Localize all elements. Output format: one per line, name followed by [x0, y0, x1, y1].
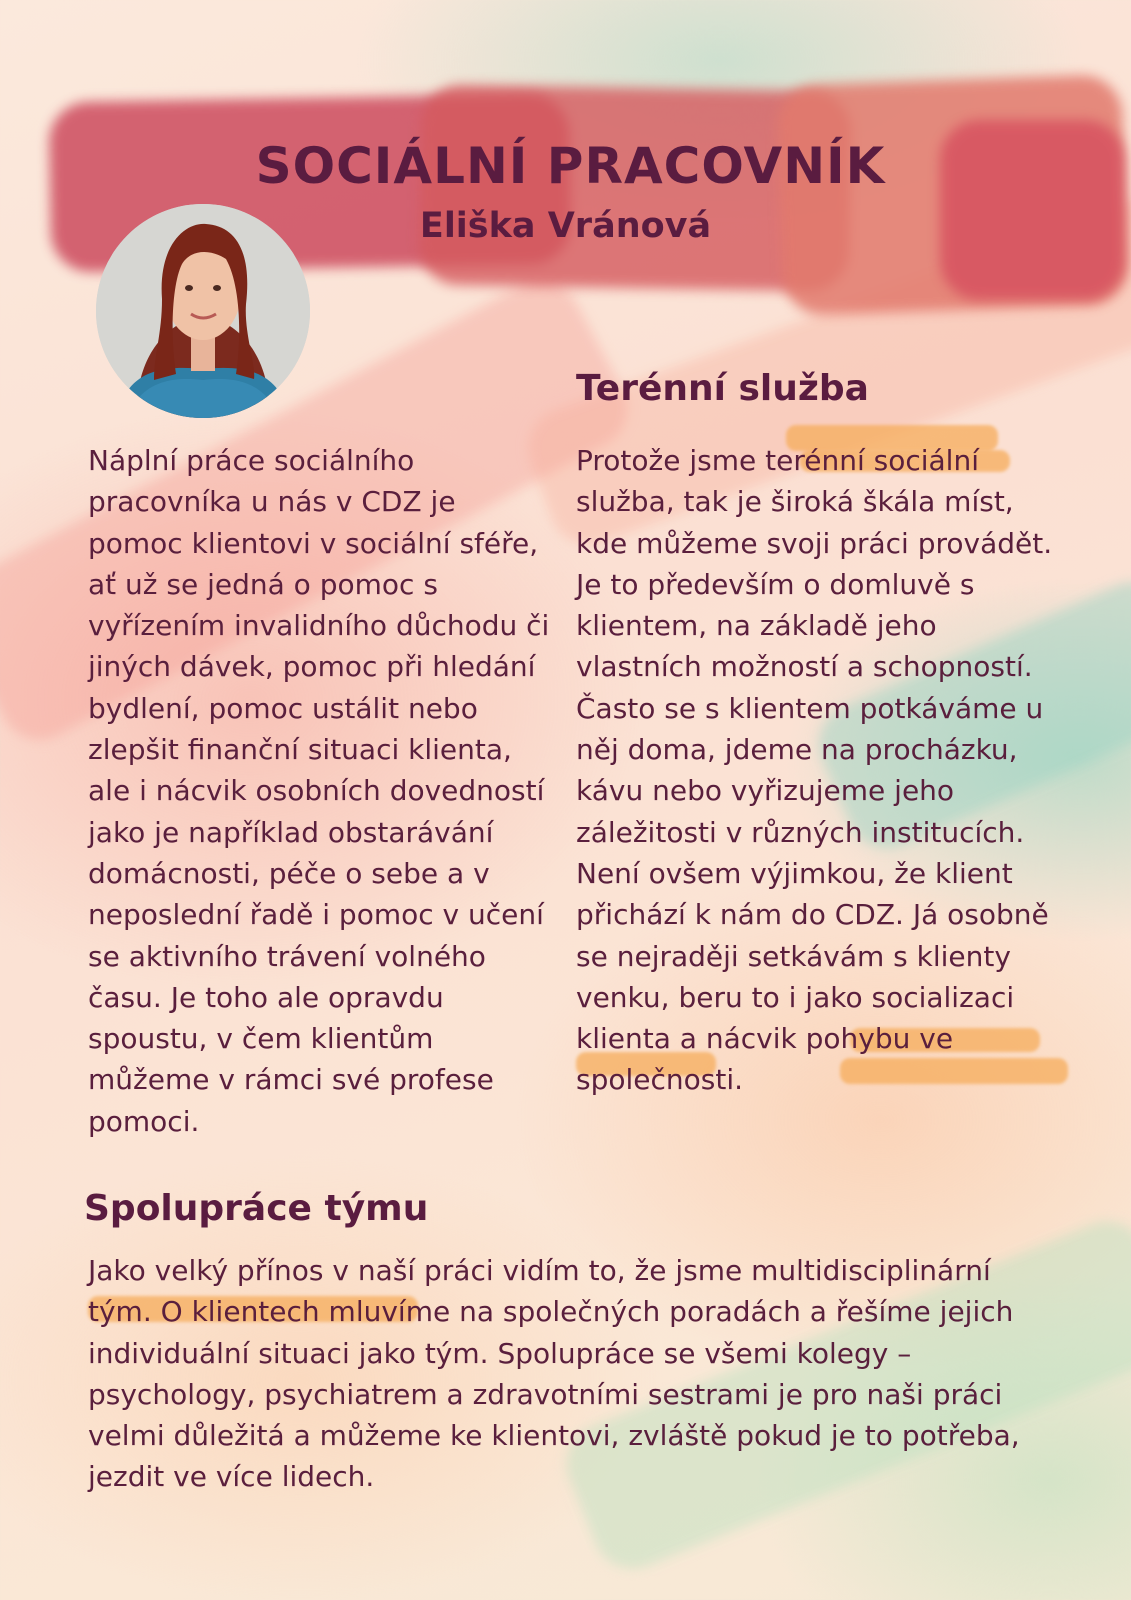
- left-column-text: Náplní práce sociálního pracovníka u nás v CDZ je pomoc klientovi v sociální sféře, ať už se jedná o pomoc s vyřízením invalidního důchodu či jiných dávek, pomoc při hledání bydlení, pomoc ustálit nebo zlepšit finanční situaci klienta, ale i nácvik osobních dovedností jako je například obstarávání domácnosti, péče o sebe a v neposlední řadě i pomoc v učení se aktivního trávení volného času. Je toho ale opravdu spoustu, v čem klientům můžeme v rámci své profese pomoci.: [88, 444, 550, 1138]
- right-column-heading: Terénní služba: [576, 368, 869, 409]
- bottom-section-heading: Spolupráce týmu: [84, 1188, 429, 1229]
- page-title: SOCIÁLNÍ PRACOVNÍK: [255, 137, 886, 195]
- right-column-text: Protože jsme terénní sociální služba, tak je široká škála míst, kde můžeme svoji práci provádět. Je to především o domluvě s klientem, na základě jeho vlastních možností a schopností. Často se s klientem potkáváme u něj doma, jdeme na procházku, kávu nebo vyřizujeme jeho záležitosti v různých institucích. Není ovšem výjimkou, že klient přichází k nám do CDZ. Já osobně se nejraději setkávám s klienty venku, beru to i jako socializaci klienta a nácvik pohybu ve společnosti.: [576, 444, 1053, 1097]
- portrait-photo: [96, 204, 310, 418]
- portrait-illustration: [96, 204, 310, 418]
- bottom-section-text: Jako velký přínos v naší práci vidím to, že jsme multidisciplinární tým. O klientech mluvíme na společných poradách a řešíme jejich individuální situaci jako tým. Spolupráce se všemi kolegy – psychology, psychiatrem a zdravotními sestrami je pro naši práci velmi důležitá a můžeme ke klientovi, zvláště pokud je to potřeba, jezdit ve více lidech.: [88, 1254, 1020, 1494]
- person-name: Eliška Vránová: [419, 206, 712, 246]
